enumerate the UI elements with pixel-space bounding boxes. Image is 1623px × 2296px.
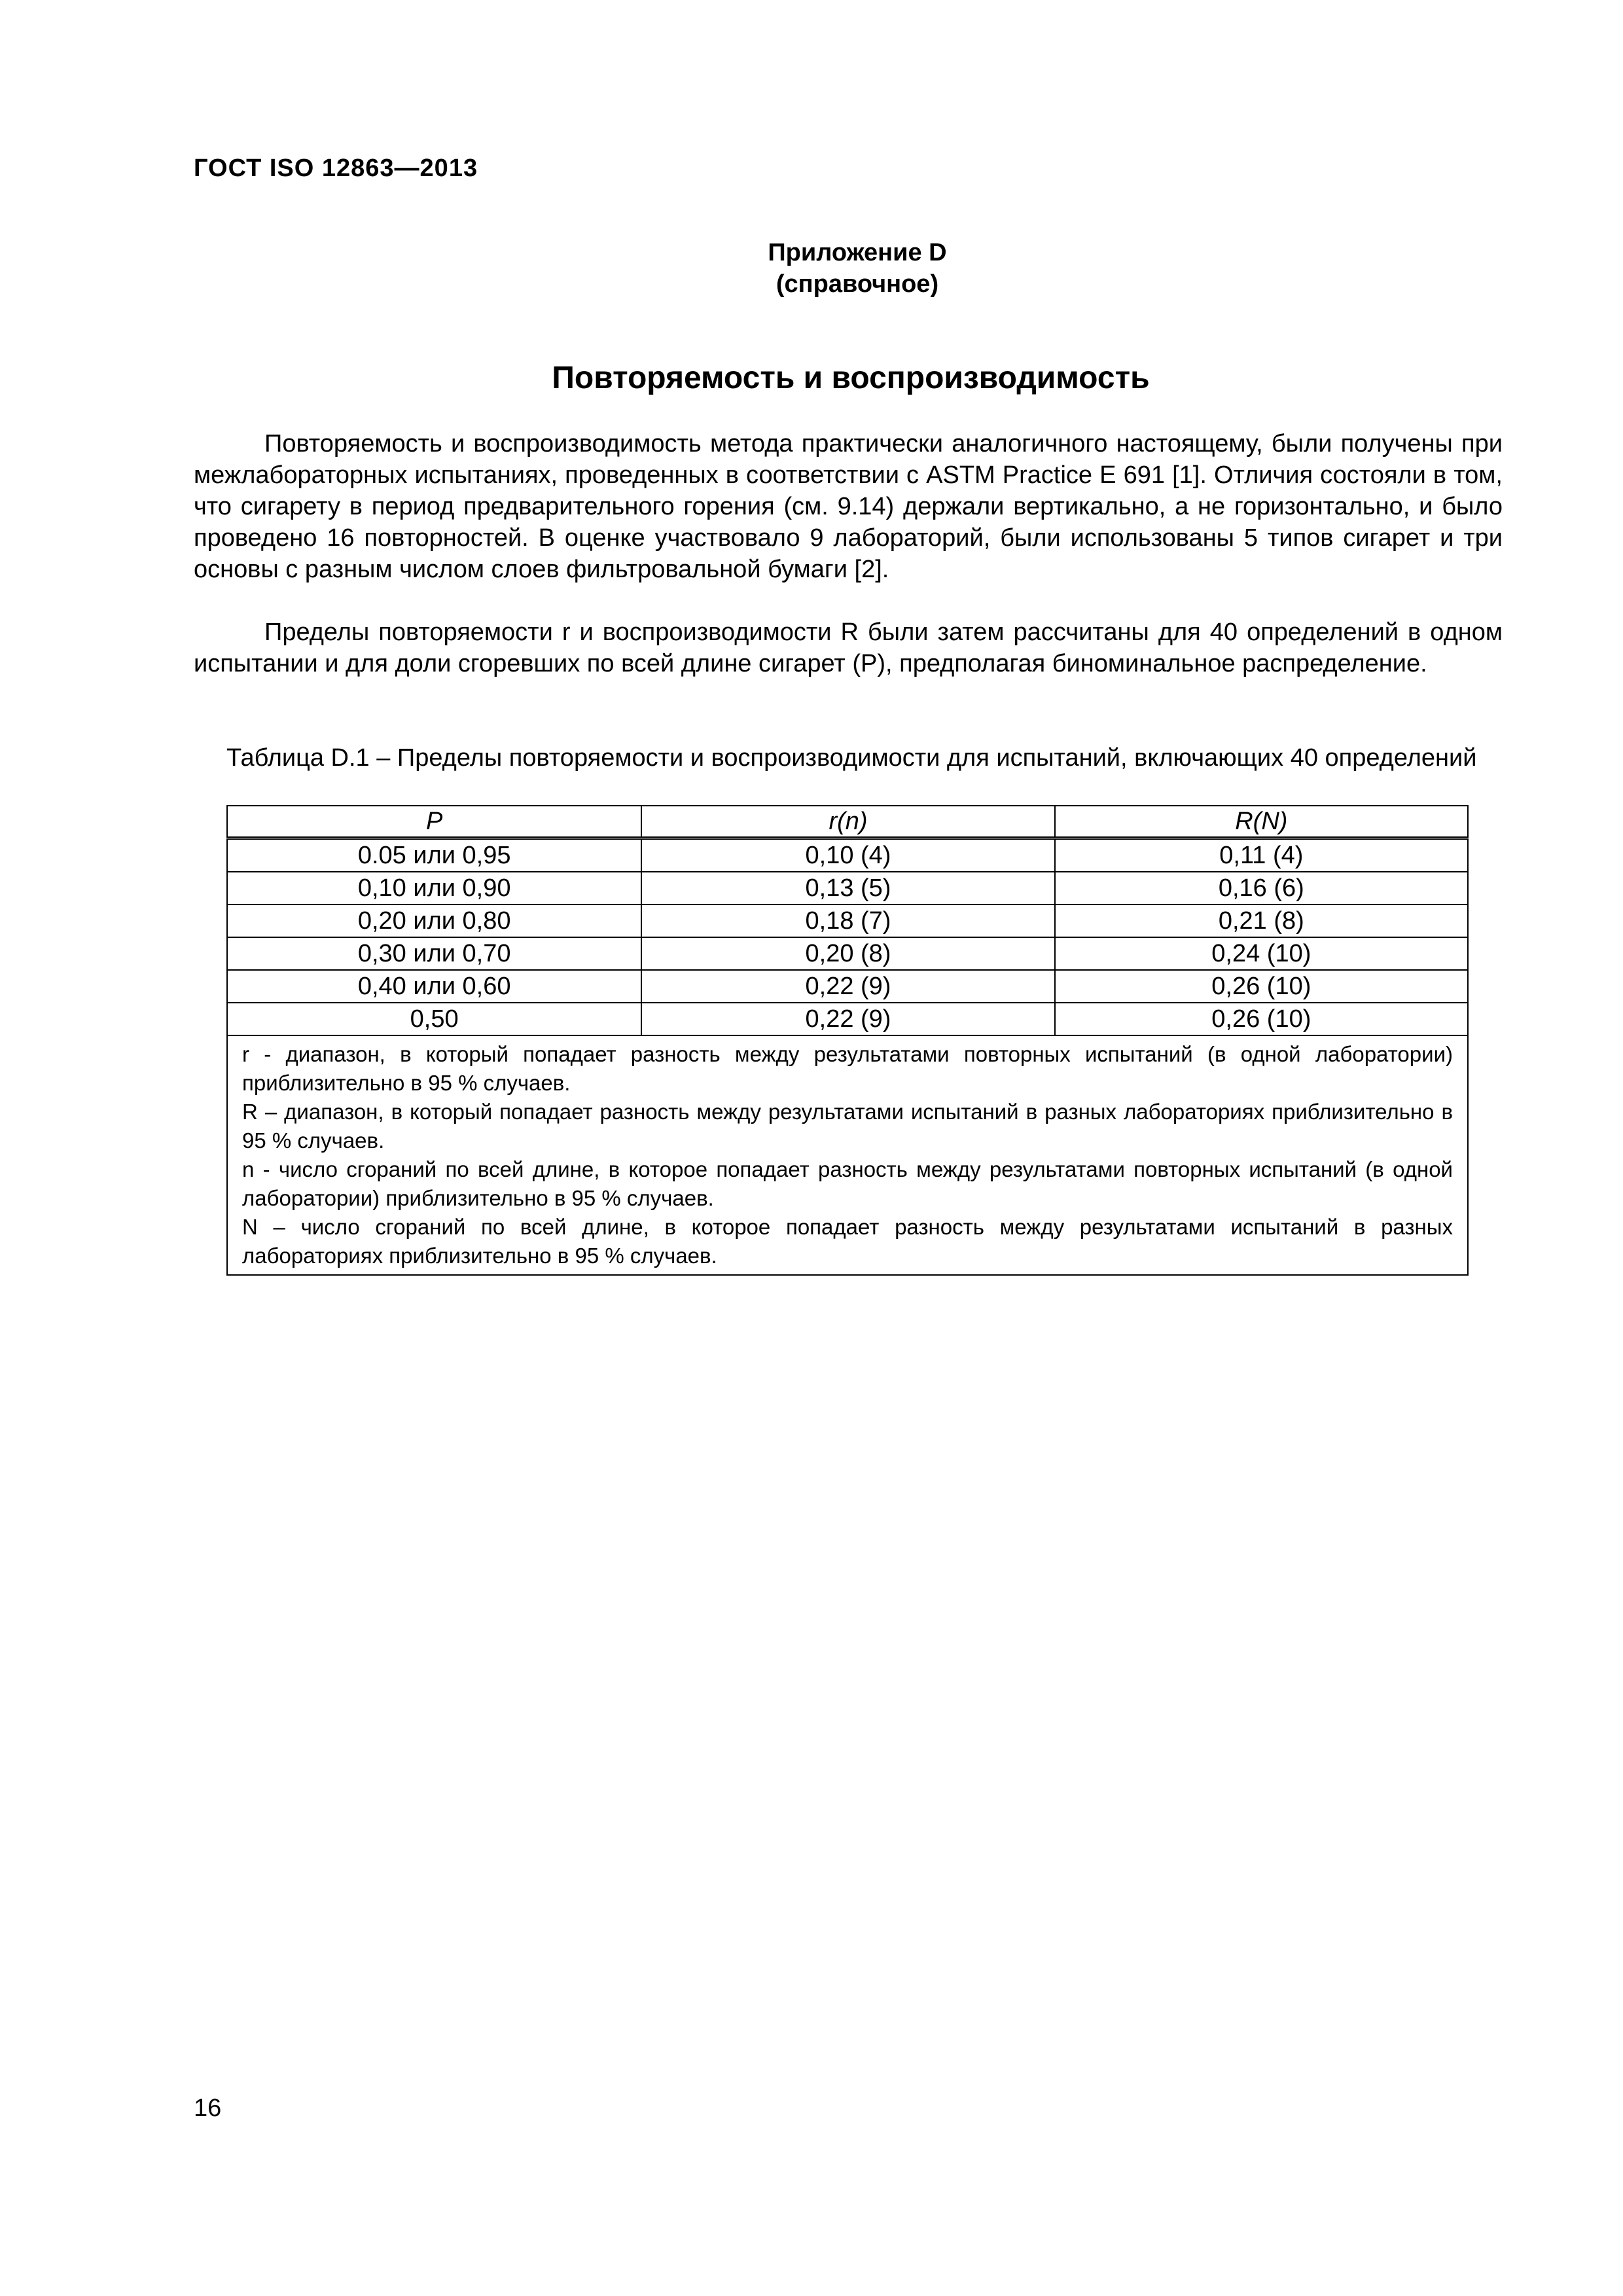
table-notes (227, 1035, 1468, 1275)
cell-p: 0,30 или 0,70 (227, 937, 641, 970)
paragraph-2: Пределы повторяемости r и воспроизводимости R были затем рассчитаны для 40 определений в одном испытании и для доли сгоревших по всей длине сигарет (P), предполагая биноминальное распределение. (194, 619, 1503, 677)
cell-p: 0,50 (227, 1003, 641, 1035)
cell-R-N: 0,16 (6) (1055, 872, 1468, 905)
paragraph-1: Повторяемость и воспроизводимость метода практически аналогичного настоящему, были получены при межлабораторных испытаниях, проведенных в соответствии с ASTM Practice E 691 [1]. Отличия состояли в том, что сигарету в период предварительного горения (см. 9.14) держали вертикально, а не горизонтально, и было проведено 16 повторностей. В оценке участвовало 9 лабораторий, были использованы 5 типов сигарет и три основы с разным числом слоев фильтровальной бумаги [2]. (194, 430, 1503, 583)
header-p: P (227, 806, 641, 838)
cell-r-n: 0,22 (9) (641, 1003, 1054, 1035)
note-n: n - число сгораний по всей длине, в которое попадает разность между результатами повторных испытаний (в одной лаборатории) приблизительно в 95 % случаев. (242, 1157, 1453, 1210)
note-N: N – число сгораний по всей длине, в которое попадает разность между результатами испытаний в разных лабораториях приблизительно в 95 % случаев. (242, 1215, 1453, 1268)
cell-p: 0.05 или 0,95 (227, 838, 641, 872)
cell-p: 0,20 или 0,80 (227, 905, 641, 937)
table-notes-row (227, 1035, 1468, 1275)
header-r-n: r(n) (641, 806, 1054, 838)
page-number: 16 (194, 2094, 222, 2122)
table-row (227, 838, 1468, 872)
cell-R-N: 0,26 (10) (1055, 970, 1468, 1003)
header-R-N: R(N) (1055, 806, 1468, 838)
cell-R-N: 0,21 (8) (1055, 905, 1468, 937)
cell-p: 0,40 или 0,60 (227, 970, 641, 1003)
cell-r-n: 0,22 (9) (641, 970, 1054, 1003)
note-R: R – диапазон, в который попадает разность между результатами испытаний в разных лабораториях приблизительно в 95 % случаев. (242, 1100, 1453, 1153)
table-row (227, 1003, 1468, 1035)
standard-code: ГОСТ ISO 12863—2013 (194, 154, 478, 182)
table-header-row (227, 806, 1468, 838)
annex-label: Приложение D (768, 239, 947, 266)
table-row (227, 905, 1468, 937)
cell-r-n: 0,13 (5) (641, 872, 1054, 905)
cell-R-N: 0,26 (10) (1055, 1003, 1468, 1035)
table-row (227, 970, 1468, 1003)
page-title: Повторяемость и воспроизводимость (552, 361, 1150, 395)
annex-type: (справочное) (776, 270, 939, 298)
table-caption: Таблица D.1 – Пределы повторяемости и воспроизводимости для испытаний, включающих 40 определений (226, 744, 1477, 772)
cell-r-n: 0,18 (7) (641, 905, 1054, 937)
repeatability-table (226, 805, 1469, 1276)
table-row (227, 937, 1468, 970)
cell-p: 0,10 или 0,90 (227, 872, 641, 905)
cell-R-N: 0,24 (10) (1055, 937, 1468, 970)
table-row (227, 872, 1468, 905)
annex-heading (628, 237, 1086, 300)
cell-r-n: 0,20 (8) (641, 937, 1054, 970)
cell-R-N: 0,11 (4) (1055, 838, 1468, 872)
cell-r-n: 0,10 (4) (641, 838, 1054, 872)
note-r: r - диапазон, в который попадает разность между результатами повторных испытаний (в одной лаборатории) приблизительно в 95 % случаев. (242, 1042, 1453, 1095)
